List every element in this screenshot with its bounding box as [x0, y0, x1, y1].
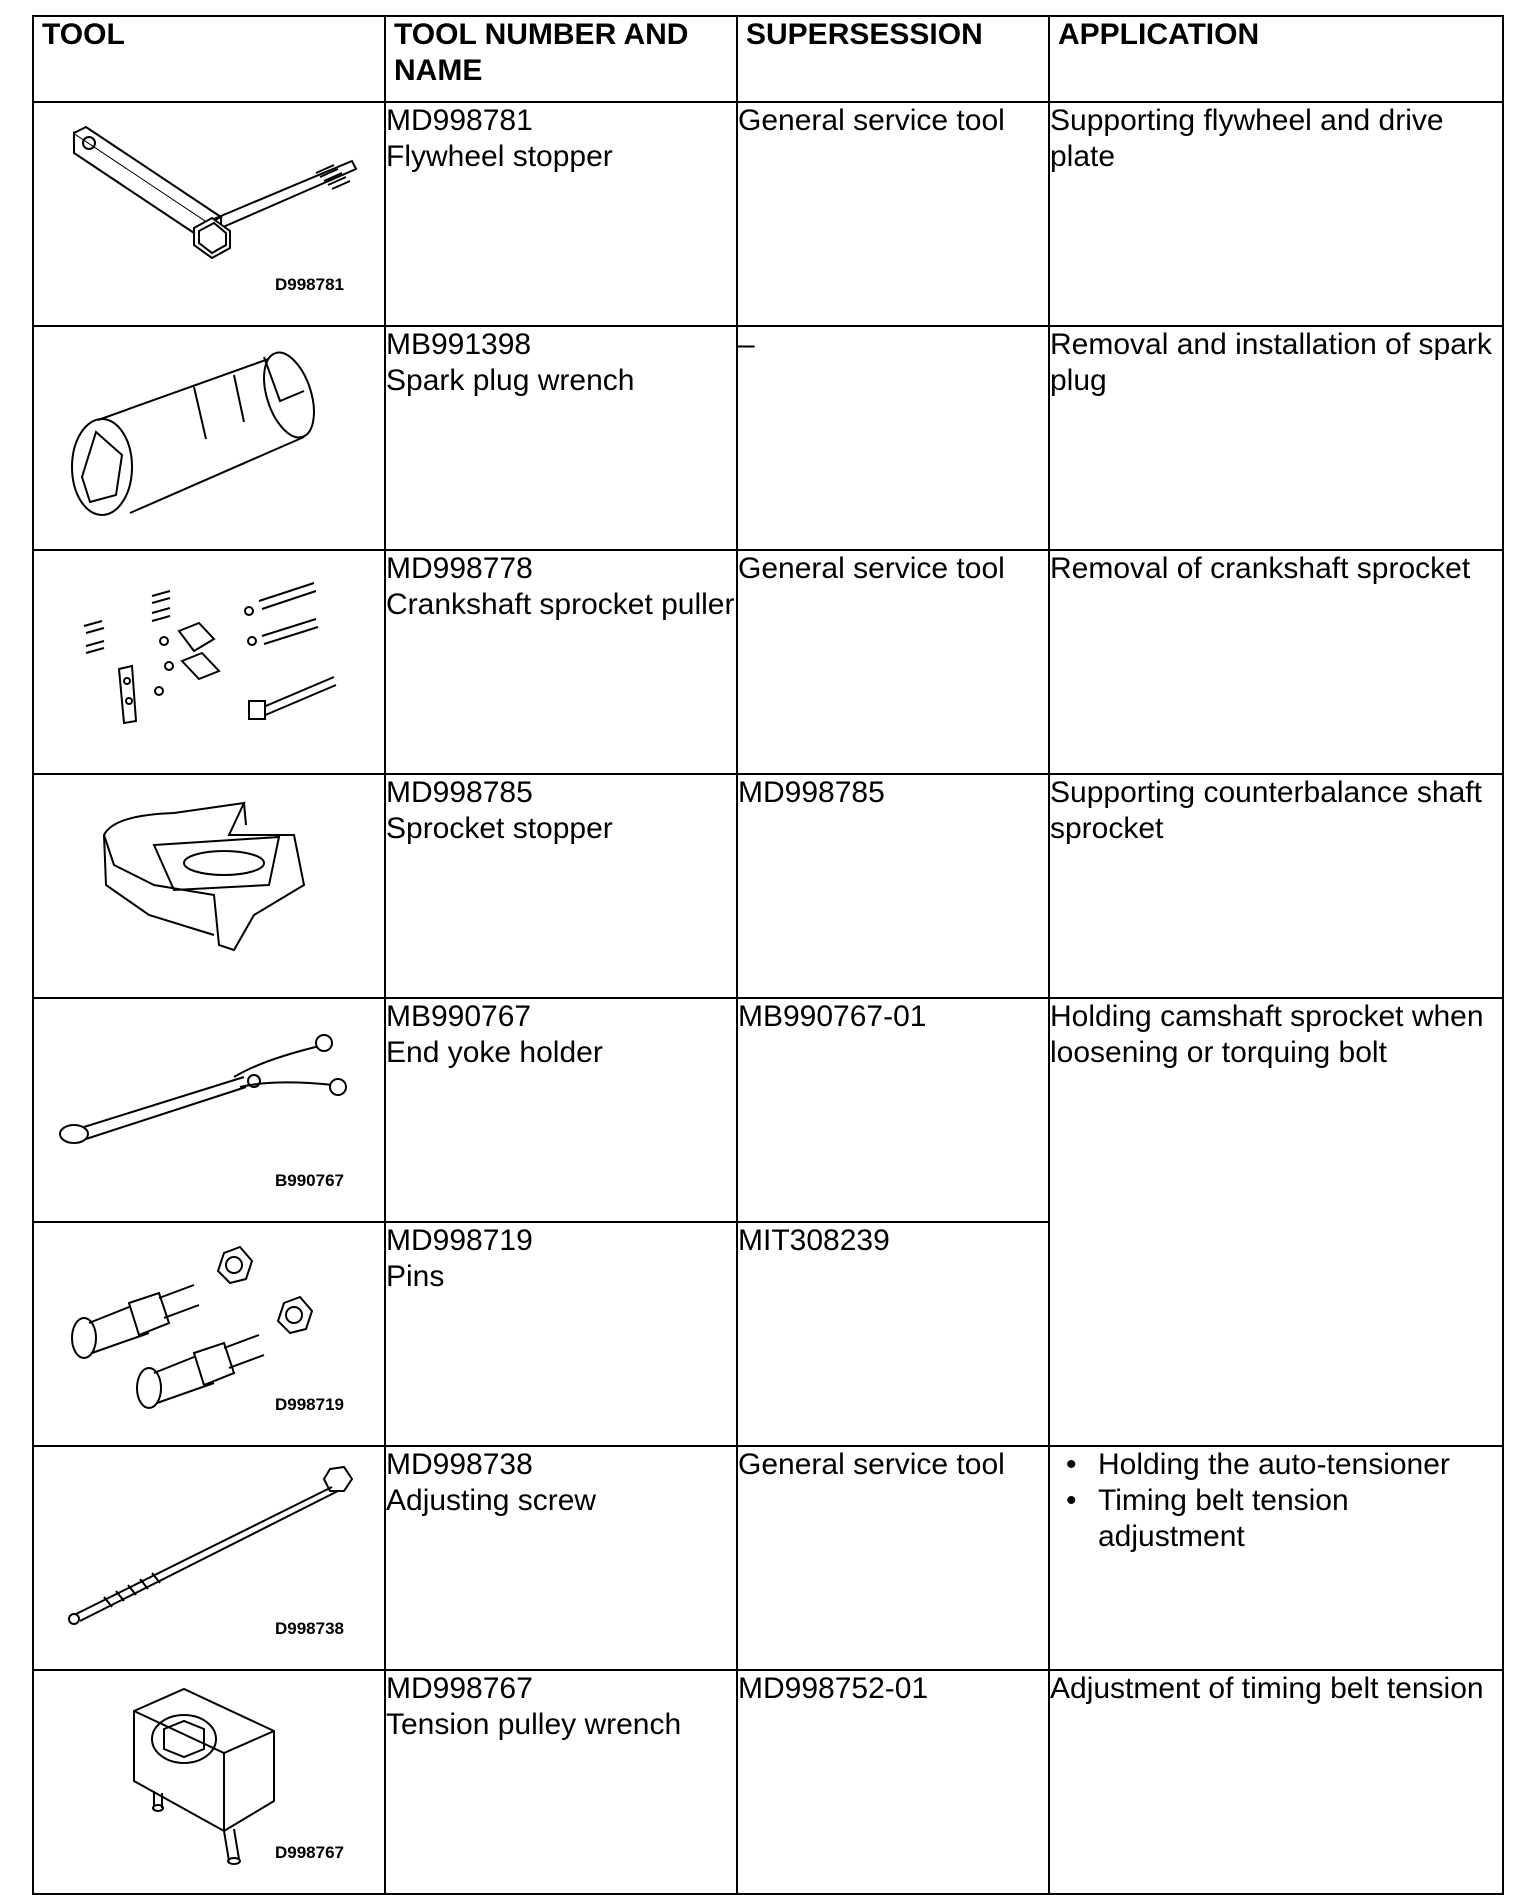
table-row — [33, 1446, 1503, 1670]
tool-number: MD998785 — [386, 776, 533, 809]
tool-number-name — [385, 102, 737, 326]
tool-number-name — [385, 1670, 737, 1894]
tool-name: End yoke holder — [386, 1036, 603, 1069]
tool-number-name — [385, 998, 737, 1222]
tool-number-name — [385, 1446, 737, 1670]
tool-number: MB991398 — [386, 328, 532, 361]
sprocket-stopper-illustration — [34, 775, 382, 995]
supersession: MD998752-01 — [737, 1670, 1049, 1894]
table-row — [33, 774, 1503, 998]
supersession: MB990767-01 — [737, 998, 1049, 1222]
table-row — [33, 998, 1503, 1222]
tool-image-cell — [33, 1222, 385, 1446]
tool-number: MD998738 — [386, 1448, 533, 1481]
supersession: General service tool — [737, 102, 1049, 326]
tool-code: B990767 — [274, 1171, 344, 1190]
tool-image-cell — [33, 550, 385, 774]
application: Adjustment of timing belt tension — [1049, 1670, 1503, 1894]
tool-code: D998781 — [274, 275, 344, 294]
tool-code: D998767 — [274, 1843, 344, 1862]
table-row — [33, 102, 1503, 326]
special-tools-table — [32, 15, 1504, 1895]
tool-name: Crankshaft sprocket puller — [386, 588, 735, 621]
tool-number-name — [385, 1222, 737, 1446]
header-application: APPLICATION — [1049, 16, 1503, 102]
crankshaft-sprocket-puller-illustration — [34, 551, 382, 771]
application: Holding camshaft sprocket when loosening or torquing bolt — [1049, 998, 1503, 1446]
tool-image-cell — [33, 774, 385, 998]
table-row — [33, 326, 1503, 550]
tool-name: Pins — [386, 1260, 445, 1293]
tool-number-name — [385, 326, 737, 550]
tool-code: D998719 — [274, 1395, 344, 1414]
tool-name: Sprocket stopper — [386, 812, 613, 845]
application: Removal and installation of spark plug — [1049, 326, 1503, 550]
header-supersession: SUPERSESSION — [737, 16, 1049, 102]
supersession: – — [737, 326, 1049, 550]
tool-number: MD998719 — [386, 1224, 533, 1257]
application: Supporting counterbalance shaft sprocket — [1049, 774, 1503, 998]
application-list — [1050, 1447, 1502, 1555]
application: Supporting flywheel and drive plate — [1049, 102, 1503, 326]
header-tool: TOOL — [33, 16, 385, 102]
tool-name: Spark plug wrench — [386, 364, 635, 397]
tool-image-cell — [33, 326, 385, 550]
header-tool-number-name: TOOL NUMBER AND NAME — [385, 16, 737, 102]
tool-code: D998738 — [274, 1619, 344, 1638]
tool-name: Adjusting screw — [386, 1484, 597, 1517]
supersession: MIT308239 — [737, 1222, 1049, 1446]
tool-image-cell — [33, 102, 385, 326]
tool-image-cell — [33, 1446, 385, 1670]
application-list-cell — [1049, 1446, 1503, 1670]
table-row — [33, 550, 1503, 774]
tool-name: Flywheel stopper — [386, 140, 613, 173]
tool-number: MD998778 — [386, 552, 533, 585]
header-row — [33, 16, 1503, 102]
application: Removal of crankshaft sprocket — [1049, 550, 1503, 774]
supersession: General service tool — [737, 550, 1049, 774]
spark-plug-wrench-illustration — [34, 327, 382, 547]
tool-number: MD998781 — [386, 104, 533, 137]
tool-image-cell — [33, 1670, 385, 1894]
list-item: • Holding the auto-tensioner — [1098, 1447, 1502, 1483]
list-item: • Timing belt tension adjustment — [1098, 1483, 1502, 1555]
tool-name: Tension pulley wrench — [386, 1708, 682, 1741]
tool-image-cell — [33, 998, 385, 1222]
tool-number: MB990767 — [386, 1000, 532, 1033]
supersession: General service tool — [737, 1446, 1049, 1670]
tool-number: MD998767 — [386, 1672, 533, 1705]
tool-number-name — [385, 774, 737, 998]
supersession: MD998785 — [737, 774, 1049, 998]
table-row — [33, 1670, 1503, 1894]
tool-number-name — [385, 550, 737, 774]
